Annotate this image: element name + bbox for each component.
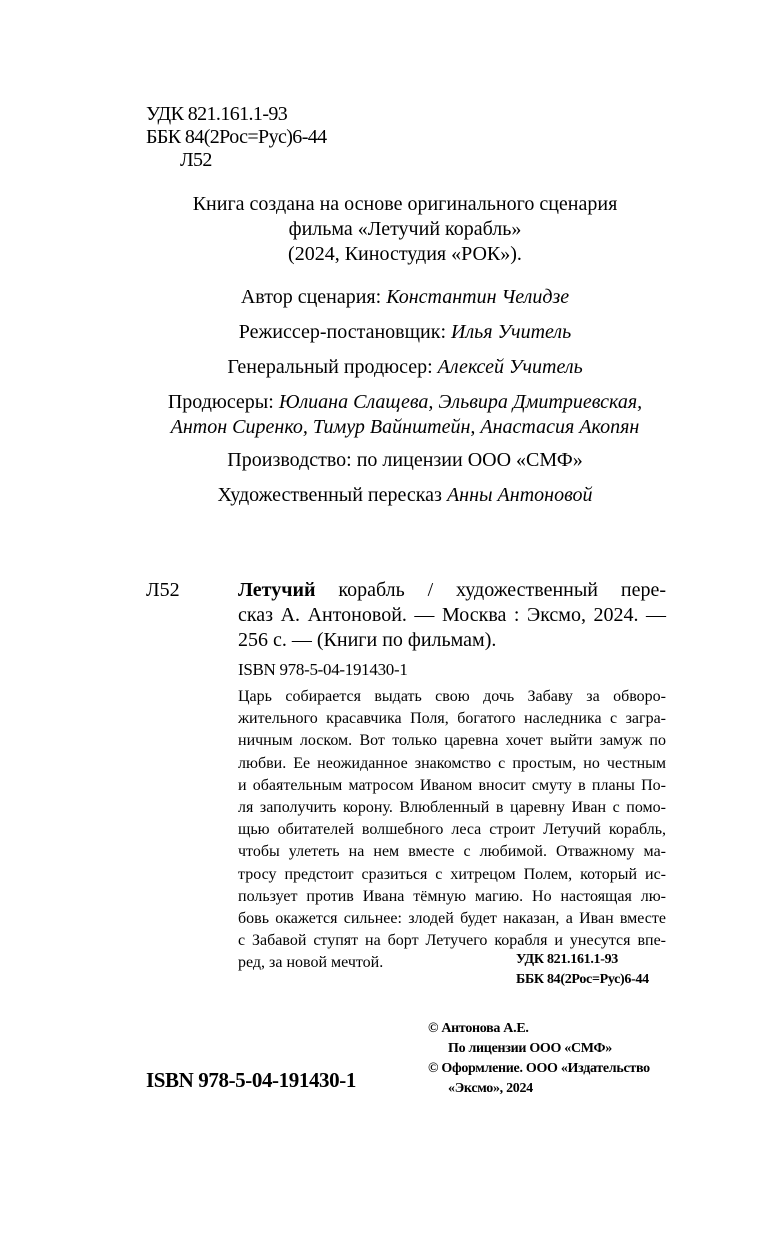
annotation-line: с Забавой ступят на борт Летучего корабля и унесутся впе-: [238, 932, 666, 950]
annotation-line: пользует против Ивана тёмную магию. Но настоящая лю-: [238, 887, 666, 905]
basis-line: (2024, Киностудия «РОК»).: [288, 243, 522, 265]
annotation-line: Царь собирается выдать свою дочь Забаву за обворо-: [238, 688, 666, 705]
annotation-line: бовь окажется сильнее: злодей будет наказан, а Иван вместе: [238, 910, 666, 928]
annotation-line: любви. Ее неожиданное знакомство с простым, но честным: [238, 754, 666, 772]
annotation-line: щью обитателей волшебного леса строит Летучий корабль,: [238, 821, 666, 839]
credit-name: Алексей Учитель: [437, 356, 583, 378]
basis-statement: [100, 192, 710, 267]
credit-name: Антон Сиренко, Тимур Вайнштейн, Анастасия Акопян: [170, 416, 640, 438]
copyright-line: © Антонова А.Е.: [428, 1021, 529, 1036]
annotation: [238, 686, 666, 975]
catalog-line: сказ А. Антоновой. — Москва : Эксмо, 2024. —: [238, 604, 666, 626]
credit-role: Генеральный продюсер:: [227, 356, 433, 378]
credit-name: Константин Челидзе: [386, 286, 570, 308]
annotation-line: ля заполучить корону. Влюбленный в царевну Иван с помо-: [238, 799, 666, 817]
copyright-line: По лицензии ООО «СМФ»: [448, 1041, 612, 1056]
udk-code: УДК 821.161.1-93: [146, 103, 288, 125]
credit-retelling: [100, 483, 710, 508]
udk-code: УДК 821.161.1-93: [516, 952, 619, 967]
classification-codes: [146, 103, 327, 172]
basis-line: Книга создана на основе оригинального сценария: [192, 193, 618, 215]
annotation-line: жительного красавчика Поля, богатого наследника с загра-: [238, 710, 666, 728]
basis-line: фильма «Летучий корабль»: [288, 218, 522, 240]
credit-role: Автор сценария:: [240, 286, 382, 308]
catalog-line: корабль / художественный пере-: [315, 579, 666, 601]
catalog-line: 256 с. — (Книги по фильмам).: [238, 629, 497, 651]
credit-role: Продюсеры:: [167, 391, 274, 413]
author-mark: Л52: [180, 149, 212, 171]
credit-director: [100, 320, 710, 345]
annotation-line: чтобы улететь на нем вместе с любимой. Отважному ма-: [238, 843, 666, 861]
credit-general-producer: [100, 355, 710, 380]
credit-producers: [100, 390, 710, 440]
credit-name: Анны Антоновой: [446, 484, 593, 506]
bbk-code: ББК 84(2Рос=Рус)6-44: [516, 972, 649, 987]
credit-name: Юлиана Слащева, Эльвира Дмитриевская,: [278, 391, 643, 413]
copyright-block: [428, 1019, 650, 1099]
annotation-line: ред, за новой мечтой.: [238, 954, 384, 972]
annotation-line: и обаятельным матросом Иваном вносит смуту в планы По-: [238, 776, 666, 794]
credit-production: Производство: по лицензии ООО «СМФ»: [227, 449, 583, 471]
copyright-line: © Оформление. ООО «Издательство: [428, 1061, 650, 1076]
catalog-title-bold: Летучий: [238, 579, 316, 601]
codes-repeat: [516, 950, 649, 990]
credit-role: Режиссер-постановщик:: [238, 321, 447, 343]
bbk-code: ББК 84(2Рос=Рус)6-44: [146, 126, 327, 148]
copyright-line: «Эксмо», 2024: [448, 1081, 533, 1096]
isbn-main: ISBN 978-5-04-191430-1: [146, 1068, 356, 1092]
credit-role: Художественный пересказ: [217, 484, 442, 506]
credit-name: Илья Учитель: [451, 321, 572, 343]
credit-screenwriter: [100, 285, 710, 310]
catalog-isbn: ISBN 978-5-04-191430-1: [238, 660, 408, 679]
annotation-line: тросу предстоит сразиться с хитрецом Полем, который ис-: [238, 865, 666, 883]
annotation-line: ничным лоском. Вот только царевна хочет выйти замуж по: [238, 732, 666, 750]
catalog-mark: Л52: [146, 579, 180, 601]
catalog-entry: [238, 578, 666, 653]
